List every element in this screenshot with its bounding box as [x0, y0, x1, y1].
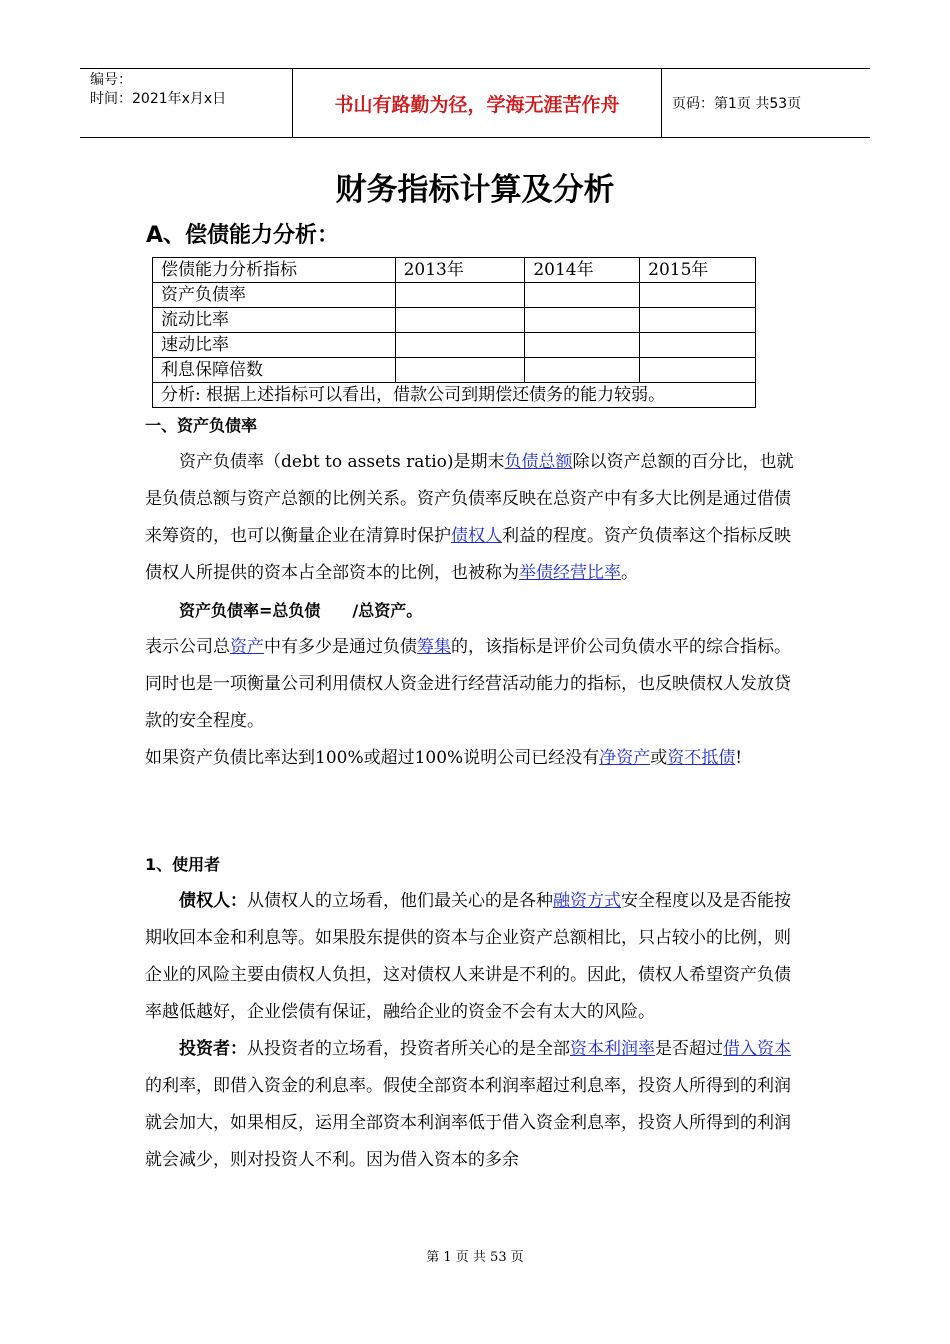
link-insolvency[interactable]: 资不抵债 — [667, 748, 736, 768]
table-cell — [640, 358, 756, 383]
table-cell — [640, 283, 756, 308]
text: 从债权人的立场看，他们最关心的是各种 — [247, 891, 553, 911]
text: ! — [735, 748, 743, 768]
row-label: 利息保障倍数 — [153, 358, 396, 383]
table-header-cell: 2013年 — [395, 258, 525, 283]
row-label: 流动比率 — [153, 308, 396, 333]
table-row — [153, 333, 756, 358]
text: 如果资产负债比率达到100%或超过100%说明公司已经没有 — [145, 748, 600, 768]
text: 资产负债率（debt to assets ratio)是期末 — [179, 452, 505, 472]
text: 。 — [621, 563, 638, 583]
table-cell — [525, 283, 640, 308]
text: 的，该指标是评价公司负债水平的综合指标。同时也是一项衡量公司利用债权人资金进行经营活动能力的指标，也反映债权人发放贷款的安全程度。 — [145, 637, 791, 731]
paragraph — [145, 740, 807, 777]
text: 安全程度以及是否能按期收回本金和利息等。如果股东提供的资本与企业资产总额相比，只占较小的比例，则企业的风险主要由债权人负担，这对债权人来讲是不利的。因此，债权人希望资产负债率越低越好，企业偿债有保证，融给企业的资金不会有太大的风险。 — [145, 891, 791, 1022]
section-1 — [145, 408, 807, 777]
link-assets[interactable]: 资产 — [230, 637, 264, 657]
text: 是否超过 — [655, 1039, 723, 1059]
section-a-title: A、偿债能力分析： — [146, 223, 340, 248]
solvency-table — [152, 257, 756, 408]
paragraph — [145, 444, 807, 592]
paragraph — [145, 629, 807, 740]
header-page-info: 页码：第1页 共53页 — [672, 96, 802, 112]
link-raise[interactable]: 筹集 — [417, 637, 451, 657]
table-row — [153, 358, 756, 383]
link-borrowed-capital[interactable]: 借入资本 — [723, 1039, 791, 1059]
table-cell — [395, 333, 525, 358]
link-leverage-ratio[interactable]: 举债经营比率 — [519, 563, 621, 583]
text: 除以资产总额的百分比，也就是负债总额与资产总额的比例关系。资产负债率反映在总资产中有多大比例是通过借债来筹资的，也可以衡量企业在清算时保护 — [145, 452, 794, 546]
analysis-cell: 分析: 根据上述指标可以看出，借款公司到期偿还债务的能力较弱。 — [153, 383, 756, 408]
table-header-cell: 2014年 — [525, 258, 640, 283]
paragraph — [145, 1031, 807, 1179]
page-header — [80, 68, 870, 138]
time-label: 时间：2021年x月x日 — [90, 91, 227, 107]
row-label: 资产负债率 — [153, 283, 396, 308]
table-cell — [525, 308, 640, 333]
formula: 资产负债率=总负债 /总资产。 — [179, 601, 423, 620]
link-capital-profit-rate[interactable]: 资本利润率 — [570, 1039, 655, 1059]
header-motto: 书山有路勤为径，学海无涯苦作舟 — [293, 69, 662, 137]
header-meta — [80, 69, 293, 137]
link-creditor[interactable]: 债权人 — [451, 526, 502, 546]
row-label: 速动比率 — [153, 333, 396, 358]
table-cell — [395, 358, 525, 383]
users-heading: 1、使用者 — [145, 855, 221, 874]
table-header-row — [153, 258, 756, 283]
table-cell — [640, 333, 756, 358]
table-analysis-row — [153, 383, 756, 408]
investor-label: 投资者： — [179, 1039, 247, 1059]
table-header-cell: 偿债能力分析指标 — [153, 258, 396, 283]
text: 从投资者的立场看，投资者所关心的是全部 — [247, 1039, 570, 1059]
paragraph — [145, 883, 807, 1031]
link-total-liabilities[interactable]: 负债总额 — [504, 452, 573, 472]
text: 的利率，即借入资金的利息率。假使全部资本利润率超过利息率，投资人所得到的利润就会加大，如果相反，运用全部资本利润率低于借入资金利息率，投资人所得到的利润就会减少，则对投资人不利。因为借入资本的多余 — [145, 1076, 791, 1170]
text: 表示公司总 — [145, 637, 230, 657]
table-row — [153, 308, 756, 333]
document-title: 财务指标计算及分析 — [335, 172, 615, 208]
table-cell — [640, 308, 756, 333]
table-cell — [525, 333, 640, 358]
table-row — [153, 283, 756, 308]
link-financing-methods[interactable]: 融资方式 — [553, 891, 621, 911]
section-users — [145, 846, 807, 1179]
text: 中有多少是通过负债 — [264, 637, 417, 657]
text: 利益的程度。资产负债率这个指标反映债权人所提供的资本占全部资本的比例，也被称为 — [145, 526, 791, 583]
number-label: 编号： — [90, 72, 132, 88]
table-cell — [395, 308, 525, 333]
section-1-heading: 一、资产负债率 — [145, 416, 258, 435]
creditor-label: 债权人： — [179, 891, 247, 911]
table-cell — [525, 358, 640, 383]
table-cell — [395, 283, 525, 308]
link-net-assets[interactable]: 净资产 — [599, 748, 651, 768]
text: 或 — [650, 748, 668, 768]
table-header-cell: 2015年 — [640, 258, 756, 283]
page-footer: 第 1 页 共 53 页 — [426, 1250, 524, 1265]
